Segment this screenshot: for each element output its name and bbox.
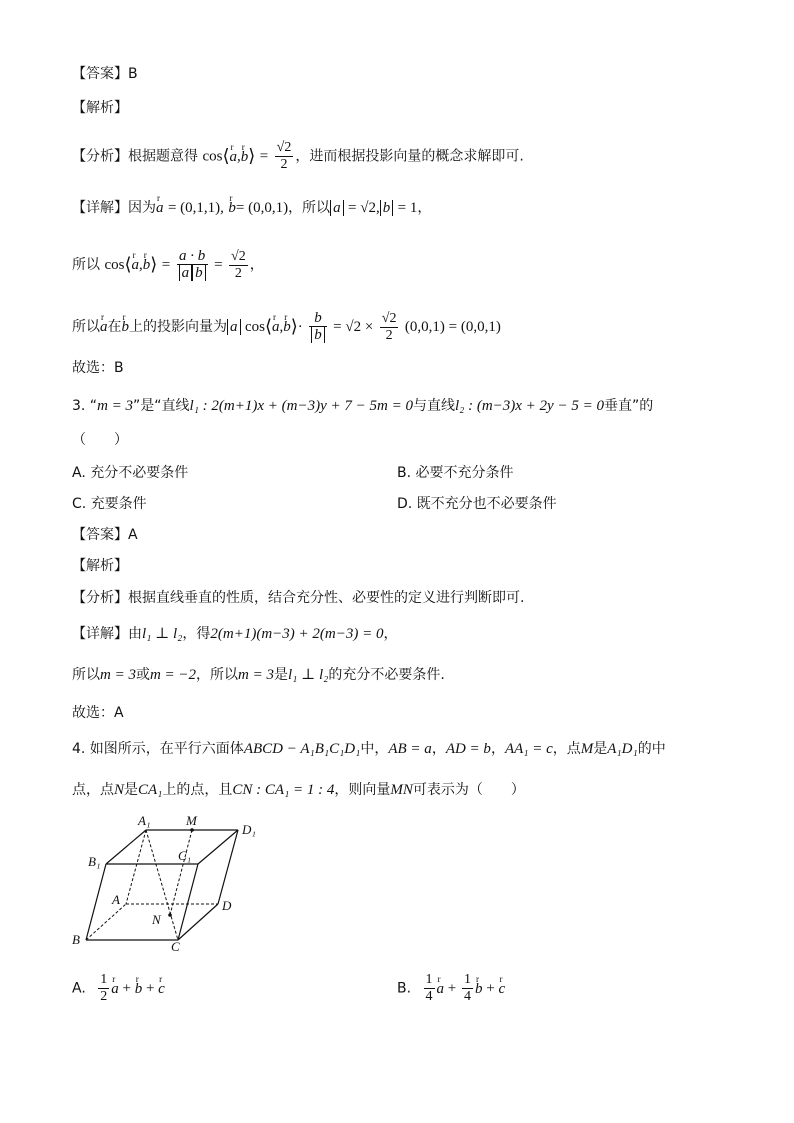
q3-choice: 故选：A	[72, 705, 124, 721]
label-A: A	[112, 892, 120, 907]
q2-analysis-text: 【分析】根据题意得 cos⟨r a,r b⟩ = $\frac{√2}{2}$ ，进而根据投影向量的概念求解即可.	[72, 140, 524, 173]
parallelepiped-figure	[68, 812, 268, 952]
q2-detail-line1: 【详解】因为r a = (0,1,1), r b= (0,0,1)，所以 a = √2, b = 1，	[72, 198, 431, 218]
q4-stem-line2: 点，点N是CA₁上的点，且CN : CA₁ = 1 : 4，则向量MN可表示为（ ）	[72, 782, 525, 798]
q2-answer: 【答案】B	[72, 66, 138, 82]
label-N: N	[152, 912, 161, 927]
label-C: C	[171, 939, 180, 952]
q4-option-b: B. $\frac{1}{4}$ r a + $\frac{1}{4}$ r b + r c	[397, 972, 505, 1005]
q3-option-c: C. 充要条件	[72, 496, 147, 512]
q2-analysis-heading: 【解析】	[72, 100, 128, 116]
q3-detail-line2: 所以m = 3或m = −2，所以m = 3是l₁ ⊥ l₂的充分不必要条件.	[72, 667, 445, 683]
q3-option-a: A. 充分不必要条件	[72, 465, 189, 481]
label-C1: C₁	[178, 848, 192, 863]
label-D: D	[222, 898, 232, 913]
label-B1: B₁	[88, 854, 101, 869]
q3-option-b: B. 必要不充分条件	[397, 465, 514, 481]
q4-stem-line1: 4. 如图所示，在平行六面体ABCD − A₁B₁C₁D₁中，AB = a，AD = b，AA₁ = c，点M是A₁D₁的中	[72, 741, 666, 757]
label-M: M	[186, 813, 197, 828]
label-B: B	[72, 932, 80, 947]
q3-analysis-heading: 【解析】	[72, 558, 128, 574]
q3-paren: （ ）	[72, 432, 128, 448]
q3-option-d: D. 既不充分也不必要条件	[397, 496, 557, 512]
label-A1: A₁	[138, 813, 151, 828]
q3-detail-line1: 【详解】由l₁ ⊥ l₂，得2(m+1)(m−3) + 2(m−3) = 0，	[72, 626, 398, 642]
q4-option-a: A. $\frac{1}{2}$ r a + r b + r c	[72, 972, 165, 1005]
q3-stem: 3. “m = 3”是“直线l₁ : 2(m+1)x + (m−3)y + 7 − 5m = 0与直线l₂ : (m−3)x + 2y − 5 = 0垂直”的	[72, 398, 654, 414]
q3-analysis-text: 【分析】根据直线垂直的性质，结合充分性、必要性的定义进行判断即可.	[72, 590, 525, 606]
label-D1: D₁	[242, 822, 256, 837]
q3-answer: 【答案】A	[72, 527, 138, 543]
q2-detail-line3: 所以r a在r b上的投影向量为 a cos⟨r a,r b⟩· $\frac{b}{b}$ = √2 × $\frac{√2}{2}$ (0,0,1) = (0,0,1)	[72, 310, 501, 344]
q2-detail-line2: 所以 cos⟨r a,r b⟩ = $\frac{a \cdot b}{\text{a b}}$ = $\frac{√2}{2}$ ，	[72, 248, 264, 282]
q2-choice: 故选：B	[72, 360, 124, 376]
